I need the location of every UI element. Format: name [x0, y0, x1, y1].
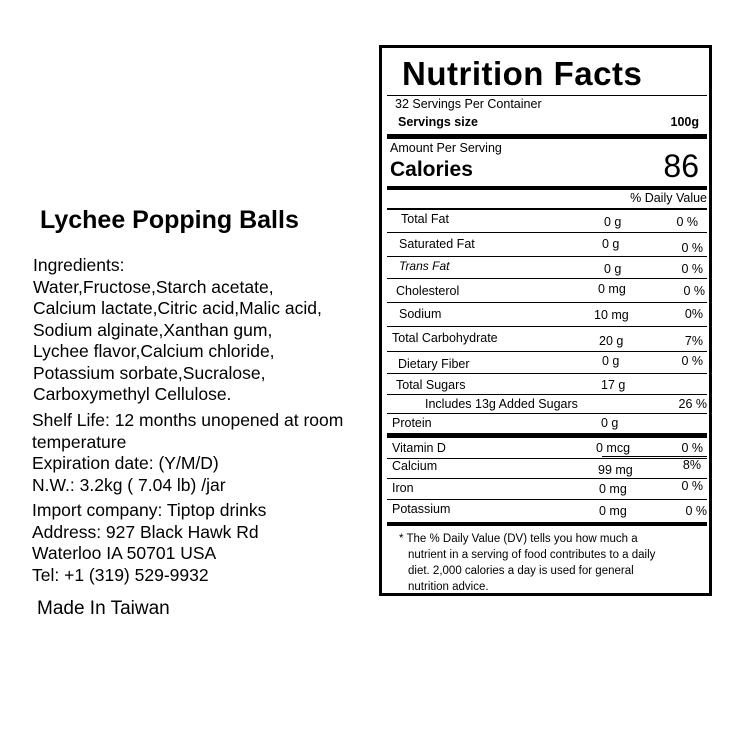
divider — [387, 302, 707, 303]
shelf-life-line: Shelf Life: 12 months unopened at room — [32, 410, 344, 430]
ingredients-line: Lychee flavor,Calcium chloride, — [33, 341, 275, 361]
amount-per-serving: Amount Per Serving — [390, 141, 502, 155]
vitamin-amount: 0 mg — [599, 504, 627, 518]
divider — [387, 413, 707, 414]
shelf-life-line: temperature — [32, 431, 127, 452]
footnote-line: * The % Daily Value (DV) tells you how much a — [399, 533, 638, 545]
divider — [387, 278, 707, 279]
nutrient-label-protein: Protein — [392, 416, 432, 430]
vitamin-label-iron: Iron — [392, 481, 414, 495]
vitamin-label-calcium: Calcium — [392, 459, 438, 473]
divider-thick — [387, 186, 707, 190]
daily-value-header: % Daily Value — [630, 191, 707, 205]
ingredients-line: Sodium alginate,Xanthan gum, — [33, 319, 273, 340]
nutrient-amount: 0 g — [602, 354, 620, 368]
ingredients-line: Carboxymethyl Cellulose. — [33, 384, 232, 404]
divider — [387, 256, 707, 257]
vitamin-label-potassium: Potassium — [392, 502, 451, 516]
footnote-line: nutrient in a serving of food contributes to a daily — [408, 549, 656, 561]
footnote-line: nutrition advice. — [408, 581, 489, 593]
import-company: Import company: Tiptop drinks — [32, 500, 267, 520]
calories-value: 86 — [663, 148, 699, 184]
vitamin-amount: 99 mg — [598, 463, 633, 477]
nutrient-dv: 0 % — [681, 354, 703, 368]
nutrition-facts-title: Nutrition Facts — [402, 55, 643, 92]
import-info-block — [32, 500, 266, 586]
divider — [387, 351, 707, 352]
serving-size-label: Servings size — [398, 115, 478, 129]
net-weight: N.W.: 3.2kg ( 7.04 lb) /jar — [32, 474, 226, 495]
shelf-info-block — [32, 410, 343, 496]
vitamin-amount: 0 mg — [599, 482, 627, 496]
import-city: Waterloo IA 50701 USA — [32, 543, 217, 563]
ingredients-line: Potassium sorbate,Sucralose, — [33, 362, 266, 383]
nutrient-amount: 0 g — [604, 262, 622, 276]
divider-thick — [387, 522, 707, 526]
nutrient-label-total-sugars: Total Sugars — [396, 378, 466, 392]
divider — [387, 208, 707, 210]
import-address: Address: 927 Black Hawk Rd — [32, 521, 259, 542]
divider — [387, 326, 707, 327]
nutrition-facts-panel — [379, 45, 712, 596]
made-in-label: Made In Taiwan — [37, 598, 170, 619]
divider-thick — [387, 134, 707, 139]
daily-value-footnote — [399, 531, 655, 595]
vitamin-dv: 0 % — [681, 479, 703, 493]
divider — [387, 232, 707, 233]
vitamin-amount: 0 mcg — [596, 441, 631, 455]
nutrient-dv: 0 % — [676, 215, 698, 229]
divider — [387, 95, 707, 96]
nutrient-label-saturated-fat: Saturated Fat — [399, 237, 475, 251]
nutrient-amount: 0 g — [602, 237, 620, 251]
nutrient-dv: 0% — [684, 307, 703, 321]
vitamin-dv: 0 % — [681, 441, 703, 455]
divider — [387, 373, 707, 374]
nutrient-label-total-carbohydrate: Total Carbohydrate — [392, 331, 498, 345]
nutrient-label-trans-fat: Trans Fat — [399, 259, 450, 273]
divider — [602, 456, 707, 457]
nutrient-label-sodium: Sodium — [399, 307, 442, 321]
divider — [387, 478, 707, 479]
expiration-date: Expiration date: (Y/M/D) — [32, 453, 219, 473]
product-title: Lychee Popping Balls — [40, 206, 299, 234]
nutrient-label-total-fat: Total Fat — [401, 212, 449, 226]
servings-per-container: 32 Servings Per Container — [395, 97, 542, 111]
nutrient-amount: 10 mg — [594, 308, 629, 322]
nutrient-amount: 0 g — [601, 416, 619, 430]
divider — [387, 499, 707, 500]
serving-size-value: 100g — [670, 115, 699, 129]
nutrient-label-added-sugars: Includes 13g Added Sugars — [425, 397, 578, 411]
ingredients-label: Ingredients: — [33, 255, 125, 275]
footnote-line: diet. 2,000 calories a day is used for general — [408, 565, 634, 577]
nutrient-label-cholesterol: Cholesterol — [396, 284, 460, 298]
vitamin-label-vitamin-d: Vitamin D — [392, 441, 446, 455]
nutrient-dv: 0 % — [683, 284, 705, 298]
nutrient-dv: 26 % — [678, 397, 707, 411]
nutrient-dv: 7% — [684, 334, 703, 348]
divider-thick — [387, 433, 707, 438]
ingredients-line: Calcium lactate,Citric acid,Malic acid, — [33, 298, 322, 318]
nutrient-amount: 17 g — [601, 378, 626, 392]
nutrient-dv: 0 % — [681, 262, 703, 276]
vitamin-dv: 8% — [682, 458, 701, 472]
import-phone: Tel: +1 (319) 529-9932 — [32, 564, 209, 585]
vitamin-dv: 0 % — [685, 504, 707, 518]
nutrient-amount: 0 g — [604, 215, 622, 229]
ingredients-line: Water,Fructose,Starch acetate, — [33, 276, 274, 297]
divider — [387, 394, 707, 395]
nutrient-amount: 20 g — [599, 334, 624, 348]
ingredients-block — [33, 255, 322, 406]
nutrient-dv: 0 % — [681, 241, 703, 255]
nutrient-amount: 0 mg — [598, 282, 626, 296]
calories-label: Calories — [390, 158, 473, 181]
nutrient-label-dietary-fiber: Dietary Fiber — [398, 357, 470, 371]
